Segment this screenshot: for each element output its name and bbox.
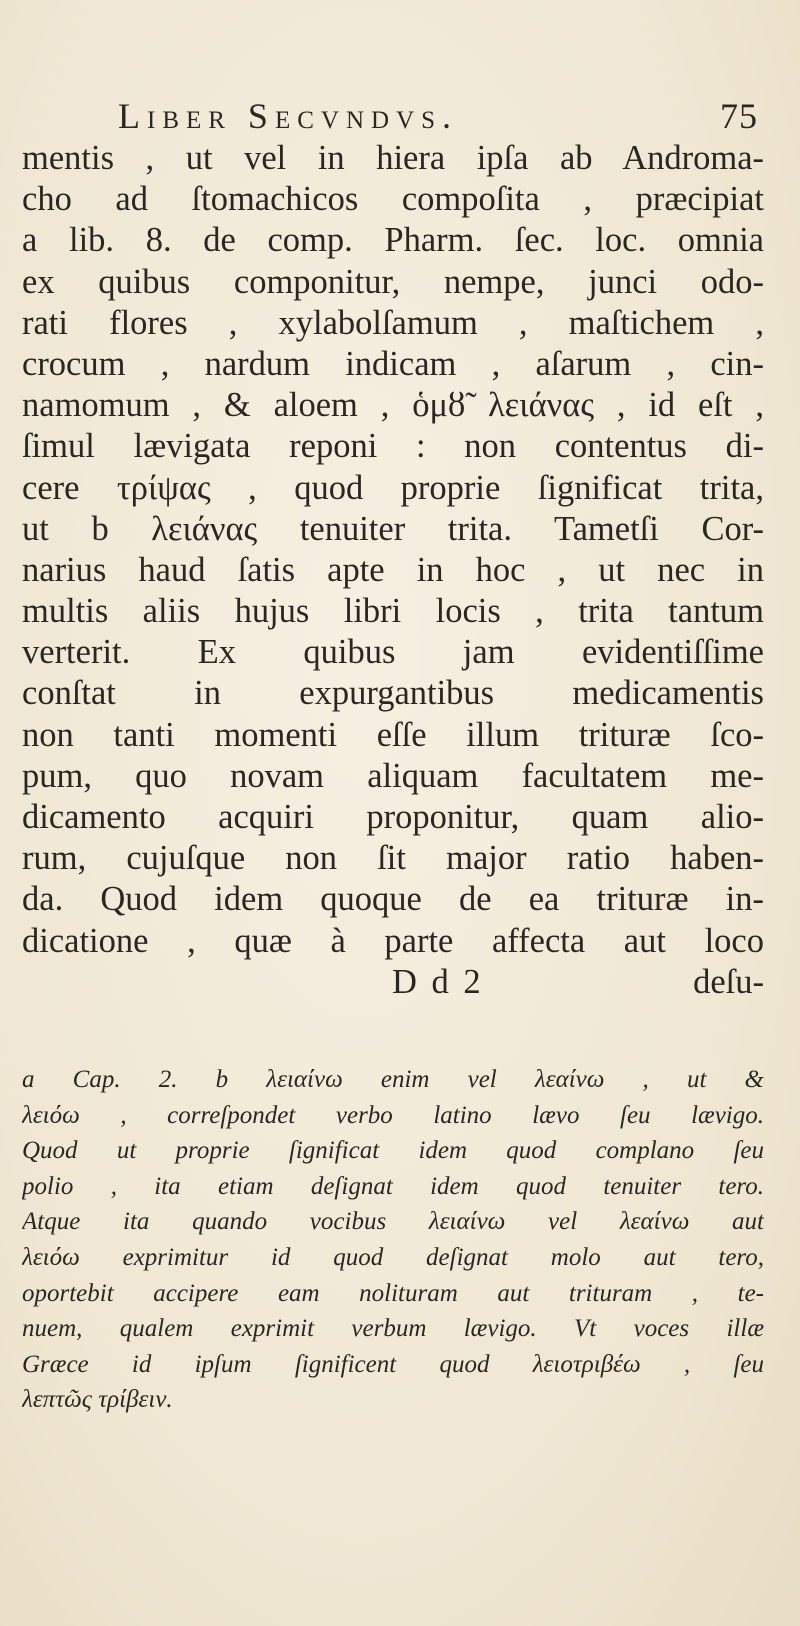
text-line: conſtat in expurgantibus medicamentis xyxy=(22,674,764,713)
text-line: verterit. Ex quibus jam evidentiſſime xyxy=(22,633,764,672)
footnote-line: λειόω , correſpondet verbo latino lævo ſeu lævigo. xyxy=(22,1101,764,1129)
text-line: a lib. 8. de comp. Pharm. ſec. loc. omnia xyxy=(22,221,764,260)
text-line: cere τρίψας , quod proprie ſignificat trita, xyxy=(22,468,764,507)
footnote-line: λεπτῶς τρίβειν. xyxy=(22,1386,173,1414)
footnotes xyxy=(22,1062,764,1418)
text-line: pum, quo novam aliquam facultatem me- xyxy=(22,756,764,795)
footnote-line: polio , ita etiam deſignat idem quod tenuiter tero. xyxy=(22,1172,764,1200)
footnote-line: a Cap. 2. b λειαίνω enim vel λεαίνω , ut & xyxy=(22,1066,764,1093)
running-header xyxy=(118,92,758,140)
footnote-line: oportebit accipere eam nolituram aut trituram , te- xyxy=(22,1279,764,1307)
running-title: Liber Secvndvs. xyxy=(118,96,459,136)
text-line: rum, cujuſque non ſit major ratio haben- xyxy=(22,839,764,878)
text-line: dicamento acquiri proponitur, quam alio- xyxy=(22,798,764,836)
text-line: cho ad ſtomachicos compoſita , præcipiat xyxy=(22,180,764,219)
text-line: narius haud ſatis apte in hoc , ut nec in xyxy=(22,550,764,589)
catchword: deſu- xyxy=(693,962,764,1001)
text-line: ex quibus componitur, nempe, junci odo- xyxy=(22,262,764,301)
text-line: multis aliis hujus libri locis , trita tantum xyxy=(22,592,764,631)
text-line: dicatione , quæ à parte affecta aut loco xyxy=(22,921,764,960)
main-text xyxy=(22,138,764,1003)
text-line: ut b λειάνας tenuiter trita. Tametſi Cor- xyxy=(22,509,764,548)
text-line: namomum , & aloem , ὁμȣ̃ λειάνας , id eſt , xyxy=(22,386,764,425)
footnote-line: Atque ita quando vocibus λειαίνω vel λεαίνω aut xyxy=(22,1208,764,1236)
text-line: mentis , ut vel in hiera ipſa ab Androma- xyxy=(22,139,764,177)
page-number: 75 xyxy=(720,96,758,136)
footnote-line: Græce id ipſum ſignificent quod λειοτριβέω , ſeu xyxy=(22,1350,764,1378)
signature-line xyxy=(22,962,764,1003)
footnote-line: λειόω exprimitur id quod deſignat molo aut tero, xyxy=(22,1243,764,1271)
footnote-line: Quod ut proprie ſignificat idem quod complano ſeu xyxy=(22,1137,764,1165)
signature-mark: D d 2 xyxy=(392,962,484,1001)
text-line: da. Quod idem quoque de ea trituræ in- xyxy=(22,880,764,919)
text-line: crocum , nardum indicam , aſarum , cin- xyxy=(22,344,764,383)
text-line: non tanti momenti eſſe illum trituræ ſco- xyxy=(22,715,764,754)
footnote-line: nuem, qualem exprimit verbum lævigo. Vt voces illæ xyxy=(22,1315,764,1343)
text-line: ſimul lævigata reponi : non contentus di- xyxy=(22,427,764,466)
text-line: rati flores , xylabolſamum , maſtichem , xyxy=(22,303,764,342)
